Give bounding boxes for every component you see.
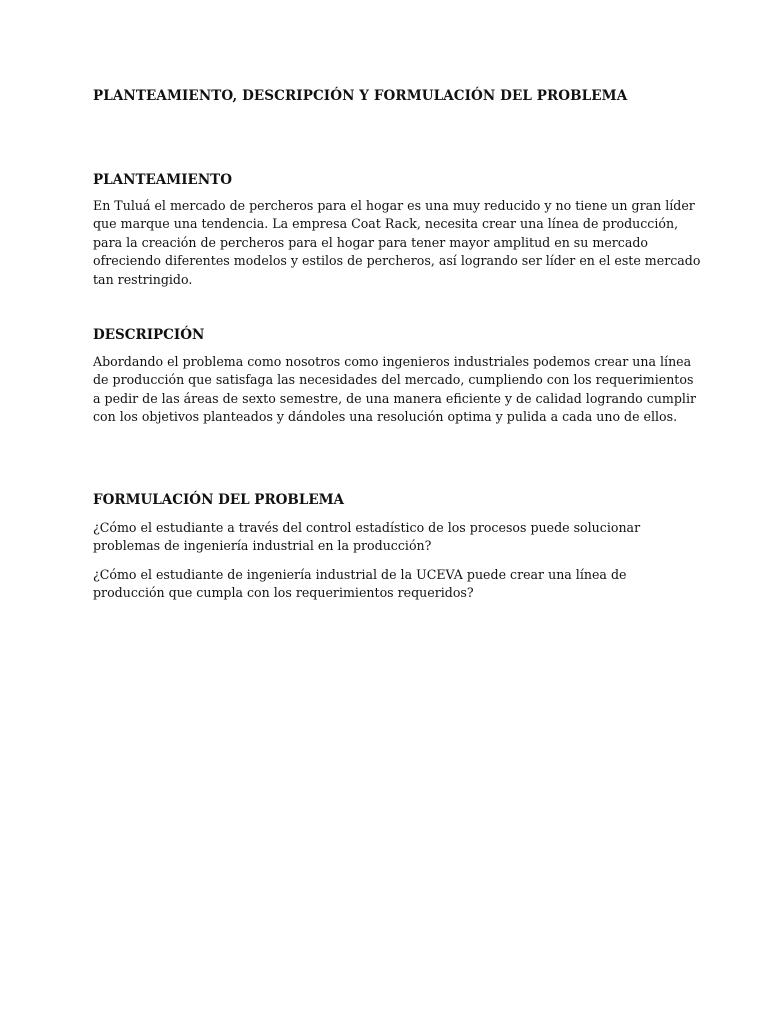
document-title: PLANTEAMIENTO, DESCRIPCIÓN Y FORMULACIÓN DEL PROBLEMA [93, 88, 628, 104]
paragraph-descripcion [93, 353, 697, 427]
paragraph-line: ¿Cómo el estudiante de ingeniería industrial de la UCEVA puede crear una línea de [93, 567, 627, 582]
paragraph-line: que marque una tendencia. La empresa Coat Rack, necesita crear una línea de producción, [93, 216, 679, 232]
paragraph-line: producción que cumpla con los requerimientos requeridos? [93, 585, 474, 601]
paragraph-line: Abordando el problema como nosotros como ingenieros industriales podemos crear una línea [93, 354, 692, 369]
paragraph-formulacion-question-2 [93, 566, 693, 603]
paragraph-line: a pedir de las áreas de sexto semestre, de una manera eficiente y de calidad logrando cumplir [93, 390, 697, 406]
paragraph-line: problemas de ingeniería industrial en la producción? [93, 538, 432, 554]
paragraph-formulacion-question-1 [93, 519, 693, 556]
paragraph-planteamiento [93, 197, 701, 289]
paragraph-line: de producción que satisfaga las necesidades del mercado, cumpliendo con los requerimientos [93, 372, 694, 388]
section-heading-formulacion: FORMULACIÓN DEL PROBLEMA [93, 492, 345, 508]
paragraph-line: ¿Cómo el estudiante a través del control estadístico de los procesos puede solucionar [93, 520, 641, 535]
paragraph-line: con los objetivos planteados y dándoles una resolución optima y pulida a cada uno de ellos. [93, 409, 678, 425]
section-heading-descripcion: DESCRIPCIÓN [93, 327, 205, 343]
paragraph-line: para la creación de percheros para el hogar para tener mayor amplitud en su mercado [93, 234, 649, 250]
section-heading-planteamiento: PLANTEAMIENTO [93, 172, 232, 188]
paragraph-line: tan restringido. [93, 271, 193, 287]
paragraph-line: ofreciendo diferentes modelos y estilos de percheros, así logrando ser líder en el este mercado [93, 253, 701, 269]
paragraph-line: En Tuluá el mercado de percheros para el hogar es una muy reducido y no tiene un gran líder [93, 198, 695, 213]
